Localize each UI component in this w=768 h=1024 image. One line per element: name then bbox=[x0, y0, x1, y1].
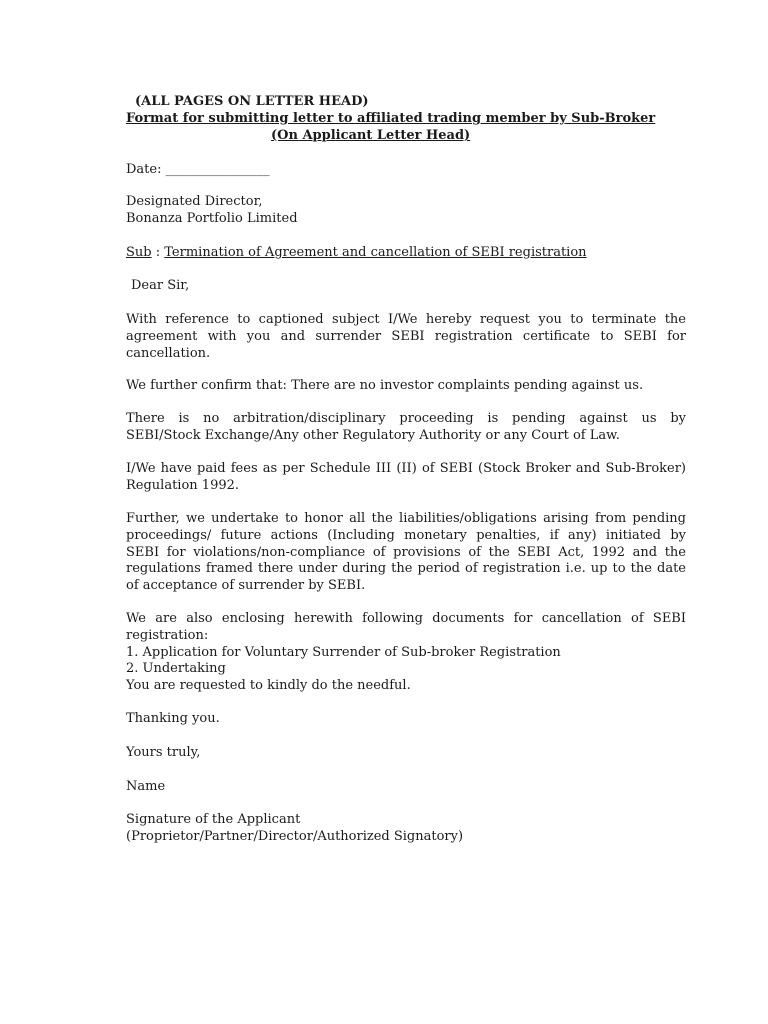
date-line bbox=[126, 162, 270, 179]
date-blank: ________________ bbox=[165, 162, 270, 177]
salutation: Dear Sir, bbox=[131, 278, 190, 293]
enclosure-item: 2. Undertaking bbox=[126, 661, 226, 677]
paragraph-line: Further, we undertake to honor all the liabilities/obligations arising from pending bbox=[126, 511, 686, 526]
paragraph-line: I/We have paid fees as per Schedule III (II) of SEBI (Stock Broker and Sub-Broker) bbox=[126, 461, 686, 476]
paragraph-line: cancellation. bbox=[126, 345, 211, 361]
letterhead-note: (ALL PAGES ON LETTER HEAD) bbox=[135, 94, 369, 109]
paragraph-undertaking bbox=[126, 511, 686, 595]
subject-text: Termination of Agreement and cancellation of SEBI registration bbox=[164, 245, 587, 260]
paragraph-line: regulations framed there under during the period of registration i.e. up to the date bbox=[126, 561, 686, 577]
subject-line bbox=[126, 245, 587, 262]
paragraph-fees bbox=[126, 461, 686, 495]
paragraph-line: There is no arbitration/disciplinary proceeding is pending against us by bbox=[126, 411, 686, 426]
format-title: Format for submitting letter to affiliated trading member by Sub-Broker bbox=[126, 111, 656, 126]
paragraph-request bbox=[126, 312, 686, 362]
paragraph-line: registration: bbox=[126, 627, 209, 643]
paragraph-line: agreement with you and surrender SEBI registration certificate to SEBI for bbox=[126, 328, 686, 344]
date-label: Date: bbox=[126, 162, 162, 177]
addressee-title: Designated Director, bbox=[126, 194, 263, 209]
applicant-letterhead-note: (On Applicant Letter Head) bbox=[271, 128, 471, 143]
paragraph-line: You are requested to kindly do the needful. bbox=[126, 678, 411, 694]
paragraph-line: of acceptance of surrender by SEBI. bbox=[126, 578, 366, 594]
paragraph-line: proceedings/ future actions (Including monetary penalties, if any) initiated by bbox=[126, 527, 686, 543]
thanking-line: Thanking you. bbox=[126, 711, 220, 726]
subject-label: Sub bbox=[126, 245, 152, 260]
paragraph-line: SEBI/Stock Exchange/Any other Regulatory Authority or any Court of Law. bbox=[126, 427, 620, 443]
paragraph-line: Regulation 1992. bbox=[126, 477, 240, 493]
name-field: Name bbox=[126, 779, 166, 794]
enclosure-item: 1. Application for Voluntary Surrender of Sub-broker Registration bbox=[126, 644, 561, 660]
signature-label: Signature of the Applicant bbox=[126, 812, 301, 827]
paragraph-line: We are also enclosing herewith following documents for cancellation of SEBI bbox=[126, 611, 686, 626]
yours-truly: Yours truly, bbox=[126, 745, 201, 760]
addressee-company: Bonanza Portfolio Limited bbox=[126, 211, 298, 226]
paragraph-line: SEBI for violations/non-compliance of provisions of the SEBI Act, 1992 and the bbox=[126, 544, 686, 560]
paragraph-line: With reference to captioned subject I/We hereby request you to terminate the bbox=[126, 312, 686, 327]
signatory-designation: (Proprietor/Partner/Director/Authorized Signatory) bbox=[126, 829, 464, 844]
subject-separator: : bbox=[151, 245, 165, 260]
paragraph-arbitration bbox=[126, 411, 686, 445]
paragraph-confirm: We further confirm that: There are no investor complaints pending against us. bbox=[126, 378, 644, 393]
paragraph-enclosures bbox=[126, 611, 686, 695]
